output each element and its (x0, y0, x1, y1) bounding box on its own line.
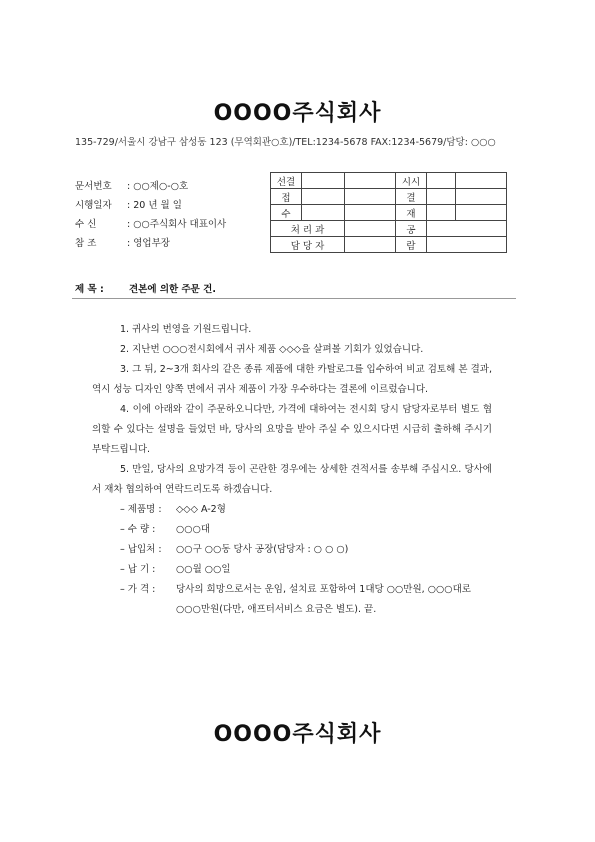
cell-ram: 람 (396, 237, 427, 253)
cell-processing-department: 처 리 과 (271, 221, 345, 237)
empty-cell (427, 189, 456, 205)
empty-cell (427, 205, 456, 221)
subject-value: 견본에 의한 주문 건. (129, 284, 216, 295)
empty-cell (302, 189, 345, 205)
cell-jeop: 접 (271, 189, 302, 205)
paragraph: 2. 지난번 ○○○전시회에서 귀사 제품 ◇◇◇을 살펴볼 기회가 있었습니다. (120, 344, 424, 355)
meta-value: : 영업부장 (127, 238, 170, 249)
order-item (92, 520, 492, 540)
meta-label: 문서번호 (75, 181, 112, 192)
order-item (92, 580, 492, 620)
paragraph: 3. 그 뒤, 2~3개 회사의 같은 종류 제품에 대한 카탈로그를 입수하여 비교 검토해 본 결과, 역시 성능 디자인 양쪽 면에서 귀사 제품이 가장 우수하다는 결론에 이르렀습니다. (92, 364, 492, 395)
order-item (92, 560, 492, 580)
empty-cell (456, 205, 507, 221)
empty-cell (427, 221, 507, 237)
meta-value: : ○○주식회사 대표이사 (127, 219, 227, 230)
cell-gong: 공 (396, 221, 427, 237)
order-item-label: – 납 기 : (120, 564, 156, 575)
empty-cell (302, 173, 345, 189)
cell-gyeol: 결 (396, 189, 427, 205)
order-item (92, 540, 492, 560)
empty-cell (456, 173, 507, 189)
meta-label: 참 조 (75, 238, 97, 249)
meta-value: : ○○제○-○호 (127, 181, 189, 192)
empty-cell (427, 237, 507, 253)
approval-table (270, 172, 507, 253)
document-meta (75, 177, 270, 253)
meta-label: 시행일자 (75, 200, 112, 211)
empty-cell (345, 237, 396, 253)
paragraph: 4. 이에 아래와 같이 주문하오니다만, 가격에 대하여는 전시회 당시 담당자로부터 별도 협의할 수 있다는 설명을 들었던 바, 당사의 요망을 받아 주실 수 있으시다면 시급히 출하해 주시기 부탁드립니다. (92, 404, 492, 455)
empty-cell (456, 189, 507, 205)
company-title: OOOO주식회사 (213, 101, 382, 126)
cell-sisi: 시시 (396, 173, 427, 189)
meta-label: 수 신 (75, 219, 97, 230)
order-item-value: 당사의 희망으로서는 운임, 설치료 포함하여 1대당 ○○만원, ○○○대로 ○○○만원(다만, 애프터서비스 요금은 별도). 끝. (176, 584, 471, 615)
order-item-label: – 가 격 : (120, 584, 156, 595)
cell-seongyeol: 선결 (271, 173, 302, 189)
paragraph: 5. 만일, 당사의 요망가격 등이 곤란한 경우에는 상세한 견적서를 송부해 주십시오. 당사에서 재차 협의하여 연락드리도록 하겠습니다. (92, 464, 492, 495)
order-item (92, 500, 492, 520)
meta-row-reference (75, 234, 270, 253)
order-item-value: ○○구 ○○동 당사 공장(담당자 : ○ ○ ○) (176, 544, 349, 555)
letter-body (92, 320, 492, 620)
empty-cell (302, 205, 345, 221)
order-item-label: – 제품명 : (120, 504, 162, 515)
meta-value: : 20 년 월 일 (127, 200, 182, 211)
empty-cell (345, 205, 396, 221)
meta-row-date (75, 196, 270, 215)
subject-row (75, 281, 515, 295)
address-line: 135-729/서울시 강남구 삼성동 123 (무역회관○호)/TEL:1234-5678 FAX:1234-5679/담당: ○○○ (75, 137, 496, 148)
order-item-label: – 수 량 : (120, 524, 156, 535)
empty-cell (345, 221, 396, 237)
meta-row-document-number (75, 177, 270, 196)
cell-su: 수 (271, 205, 302, 221)
order-item-value: ◇◇◇ A-2형 (176, 504, 226, 515)
empty-cell (345, 173, 396, 189)
subject-label: 제 목 : (75, 284, 104, 295)
cell-person-in-charge: 담 당 자 (271, 237, 345, 253)
order-item-label: – 납입처 : (120, 544, 162, 555)
empty-cell (427, 173, 456, 189)
cell-jae: 재 (396, 205, 427, 221)
order-item-value: ○○월 ○○일 (176, 564, 231, 575)
meta-row-recipient (75, 215, 270, 234)
company-title-footer: OOOO주식회사 (213, 722, 382, 747)
paragraph: 1. 귀사의 번영을 기원드립니다. (120, 324, 252, 335)
empty-cell (345, 189, 396, 205)
divider (72, 298, 516, 299)
order-item-value: ○○○대 (176, 524, 211, 535)
